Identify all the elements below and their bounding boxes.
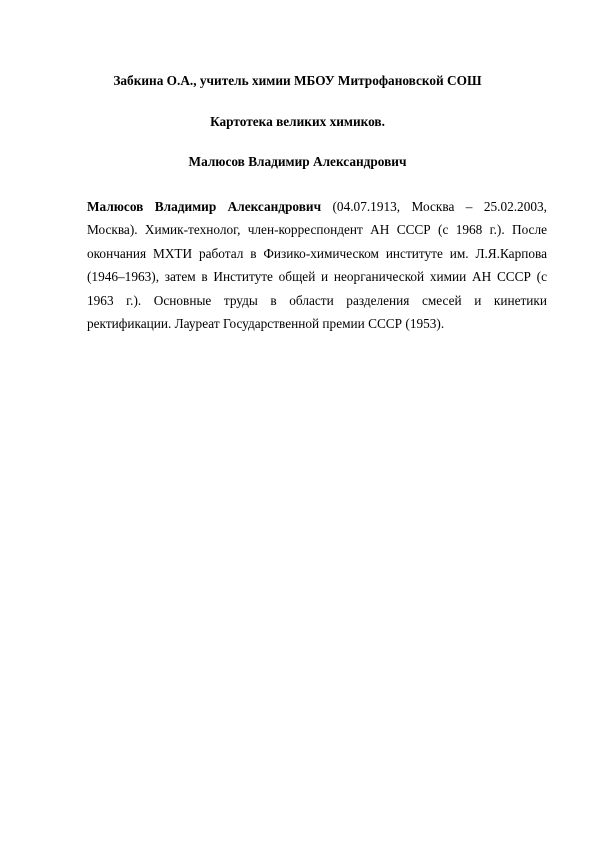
biography-text: (04.07.1913, Москва – 25.02.2003, Москва). Химик-технолог, член-корреспондент АН СССР (с 1968 г.). После окончания МХТИ работал в Физико-химическом институте им. Л.Я.Карпова (1946–1963), затем в Институте общей и неорганической химии АН СССР (с 1963 г.). Основные труды в области разделения смесей и кинетики ректификации. Лауреат Государственной премии СССР (1953). xyxy=(87,199,547,332)
document-title: Картотека великих химиков. xyxy=(210,114,385,129)
biography-lead-name: Малюсов Владимир Александрович xyxy=(87,199,322,214)
author-line: Забкина О.А., учитель химии МБОУ Митрофановской СОШ xyxy=(113,73,482,88)
subject-name-heading: Малюсов Владимир Александрович xyxy=(188,154,407,169)
biography-paragraph xyxy=(87,195,547,335)
